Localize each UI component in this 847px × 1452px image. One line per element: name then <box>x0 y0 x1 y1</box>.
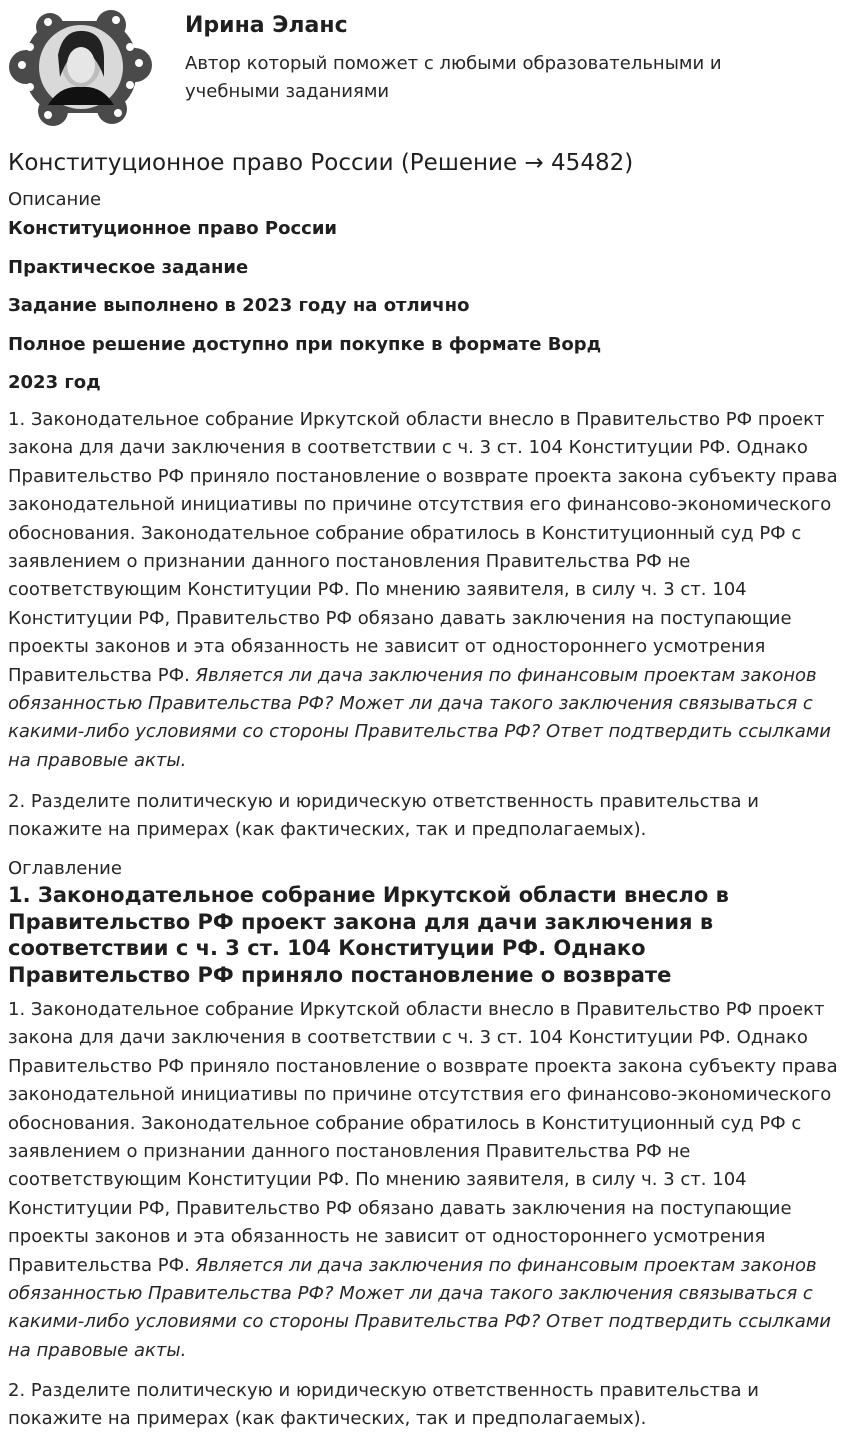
task-1-text: 1. Законодательное собрание Иркутской области внесло в Правительство РФ проект закона для дачи заключения в соответствии с ч. 3 ст. 104 Конституции РФ. Однако Правительство РФ приняло постановление о возврате проекта закона субъекту права законодательной инициативы по причине отсутствия его финансово-экономического обоснования. Законодательное собрание обратилось в Конституционный суд РФ с заявлением о признании данного постановления Правительства РФ не соответствующим Конституции РФ. По мнению заявителя, в силу ч. 3 ст. 104 Конституции РФ, Правительство РФ обязано давать заключения на поступающие проекты законов и эта обязанность не зависит от одностороннего усмотрения Правительства РФ. <box>8 409 838 686</box>
description-summary <box>8 215 838 408</box>
author-description: Автор который поможет с любыми образовательными и учебными заданиями <box>185 53 722 102</box>
task-type-line: Практическое задание <box>8 256 249 278</box>
author-avatar <box>8 7 153 127</box>
page <box>8 0 838 1430</box>
task-2-paragraph: 2. Разделите политическую и юридическую ответственность правительства и покажите на примерах (как фактических, так и предполагаемых). <box>8 791 760 841</box>
toc-task-2-paragraph: 2. Разделите политическую и юридическую ответственность правительства и покажите на примерах (как фактических, так и предполагаемых). <box>8 1380 760 1430</box>
task-1-question: Является ли дача заключения по финансовым проектам законов обязанностью Правительства РФ? Может ли дача такого заключения связываться с какими-либо условиями со стороны Правительства РФ? Ответ подтвердить ссылками на правовые акты. <box>8 664 831 771</box>
format-line: Полное решение доступно при покупке в формате Ворд <box>8 333 602 355</box>
toc-heading: 1. Законодательное собрание Иркутской области внесло в Правительство РФ проект закона для дачи заключения в соответствии с ч. 3 ст. 104 Конституции РФ. Однако Правительство РФ приняло постановление о возврате <box>8 883 729 987</box>
toc-label: Оглавление <box>8 858 122 879</box>
author-name[interactable]: Ирина Эланс <box>185 13 348 38</box>
author-card <box>8 0 838 140</box>
toc-task-1-text: 1. Законодательное собрание Иркутской области внесло в Правительство РФ проект закона для дачи заключения в соответствии с ч. 3 ст. 104 Конституции РФ. Однако Правительство РФ приняло постановление о возврате проекта закона субъекту права законодательной инициативы по причине отсутствия его финансово-экономического обоснования. Законодательное собрание обратилось в Конституционный суд РФ с заявлением о признании данного постановления Правительства РФ не соответствующим Конституции РФ. По мнению заявителя, в силу ч. 3 ст. 104 Конституции РФ, Правительство РФ обязано давать заключения на поступающие проекты законов и эта обязанность не зависит от одностороннего усмотрения Правительства РФ. <box>8 999 838 1276</box>
toc-task-1-paragraph <box>8 996 838 1365</box>
grade-line: Задание выполнено в 2023 году на отлично <box>8 295 470 316</box>
task-1-paragraph <box>8 406 838 775</box>
toc-task-1-question: Является ли дача заключения по финансовым проектам законов обязанностью Правительства РФ? Может ли дача такого заключения связываться с какими-либо условиями со стороны Правительства РФ? Ответ подтвердить ссылками на правовые акты. <box>8 1254 831 1361</box>
year-line: 2023 год <box>8 372 101 393</box>
page-title: Конституционное право России (Решение → 45482) <box>8 150 634 176</box>
description-label: Описание <box>8 189 102 210</box>
subject-line: Конституционное право России <box>8 218 338 239</box>
